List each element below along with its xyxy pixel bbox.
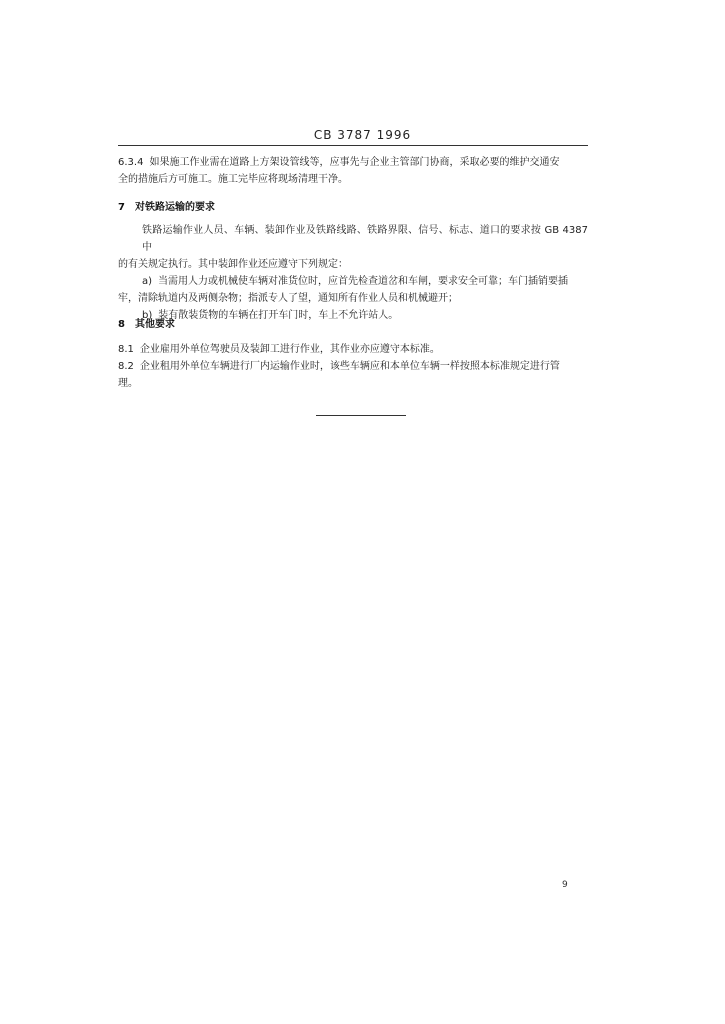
item-b-text: 装有散装货物的车辆在打开车门时，车上不允许站人。: [158, 310, 399, 321]
clause-6-3-4-line-2: 全的措施后方可施工。施工完毕应将现场清理干净。: [118, 174, 348, 185]
section-7-body: [118, 222, 588, 324]
section-title: 其他要求: [134, 319, 175, 330]
clause-6-3-4-line-1: [118, 154, 588, 171]
clause-number: 8.2: [118, 361, 134, 372]
section-8-body: [118, 341, 588, 392]
end-of-standard-rule: [316, 415, 406, 416]
item-a-marker: a): [142, 276, 153, 287]
page-number: 9: [562, 880, 568, 890]
item-b-marker: b): [142, 310, 153, 321]
header-rule: [118, 145, 588, 146]
clause-text: 企业租用外单位车辆进行厂内运输作业时，该些车辆应和本单位车辆一样按照本标准规定进行管: [139, 361, 560, 372]
item-a-line-1: [118, 273, 588, 290]
clause-8-1: [118, 341, 588, 358]
section-8-heading: [118, 316, 588, 333]
section-number: 8: [118, 319, 125, 330]
section-number: 7: [118, 202, 125, 213]
clause-8-2-line-1: [118, 358, 588, 375]
clause-number: 6.3.4: [118, 157, 144, 168]
clause-text: 如果施工作业需在道路上方架设管线等，应事先与企业主管部门协商，采取必要的维护交通安: [149, 157, 560, 168]
clause-6-3-4: [118, 154, 588, 188]
clause-8-2-line-2: 理。: [118, 378, 138, 389]
item-a-line-2: 牢，清除轨道内及两侧杂物；指派专人了望，通知所有作业人员和机械避开；: [118, 293, 458, 304]
standard-code-header: CB 3787 1996: [313, 128, 412, 142]
clause-text: 企业雇用外单位驾驶员及装卸工进行作业，其作业亦应遵守本标准。: [139, 344, 440, 355]
section-7-heading: [118, 199, 588, 216]
section-7-para-line-1: 铁路运输作业人员、车辆、装卸作业及铁路线路、铁路界限、信号、标志、道口的要求按 GB 4387 中: [142, 225, 588, 253]
section-title: 对铁路运输的要求: [134, 202, 215, 213]
item-a-text: 当需用人力或机械使车辆对准货位时，应首先检查道岔和车闸，要求安全可靠；车门插销要插: [158, 276, 569, 287]
section-7-para-line-2: 的有关规定执行。其中装卸作业还应遵守下列规定：: [118, 259, 348, 270]
clause-number: 8.1: [118, 344, 134, 355]
